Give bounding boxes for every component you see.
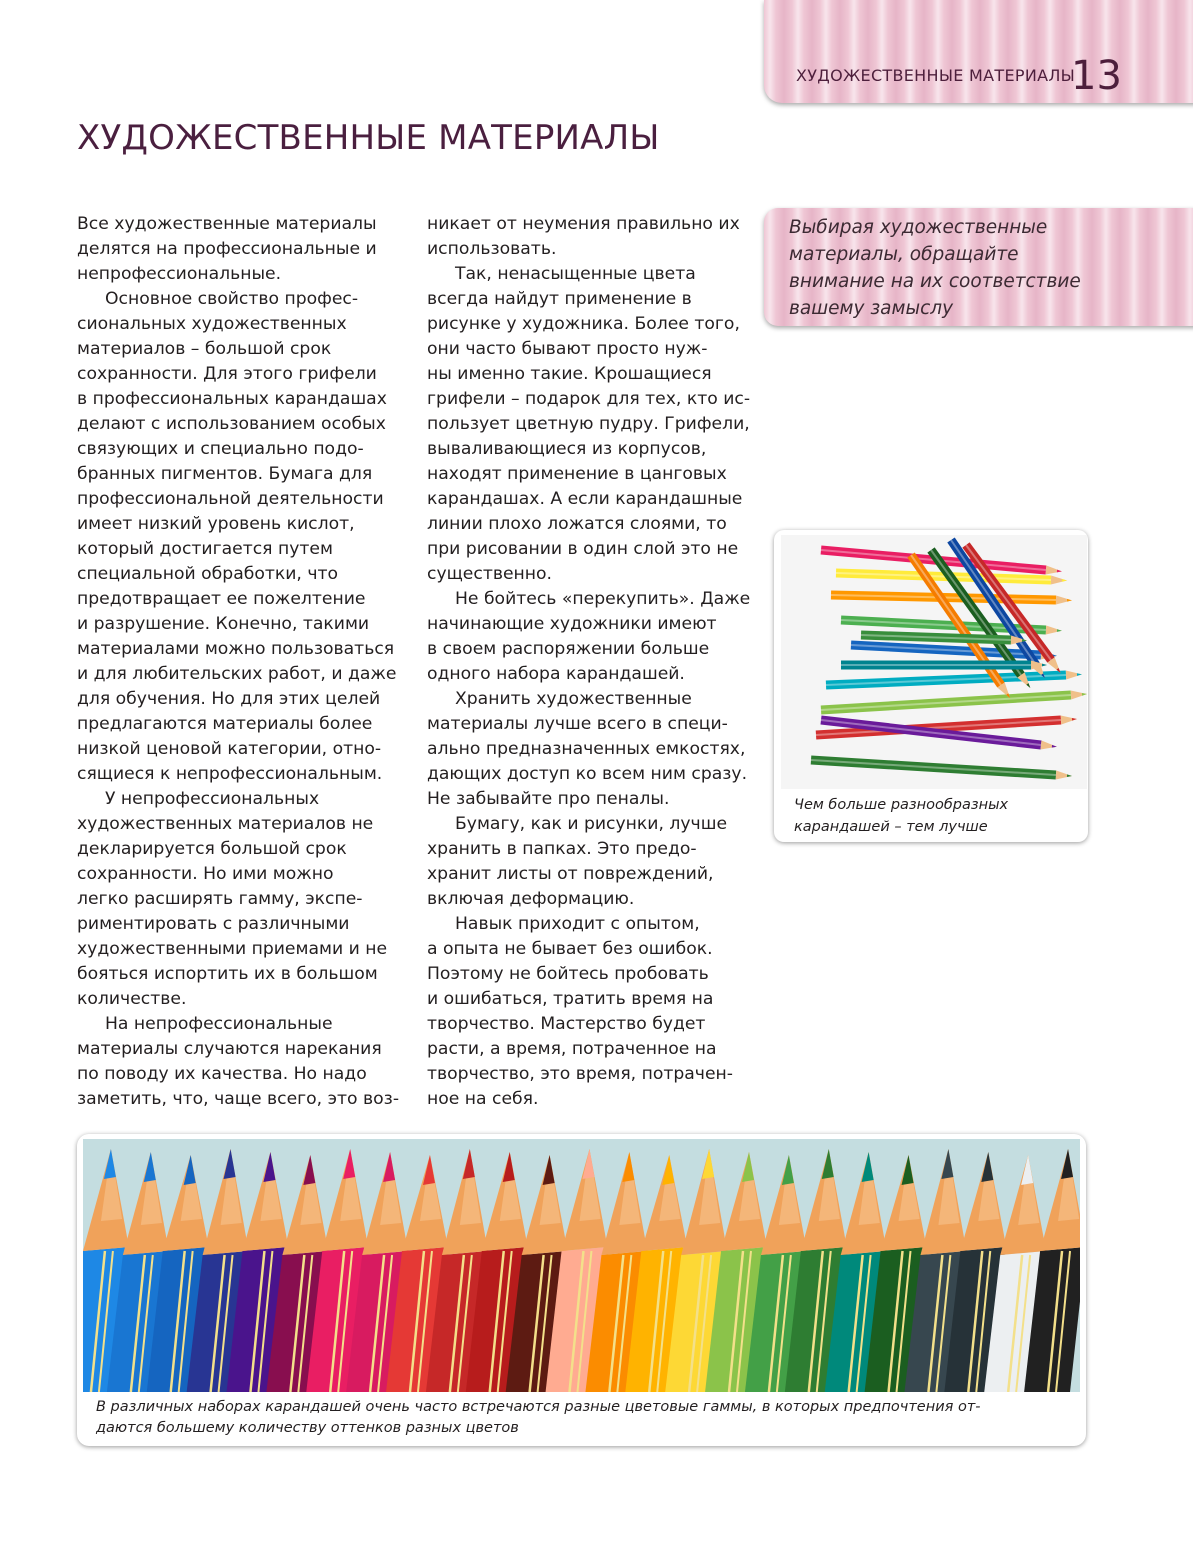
text-line: включая деформацию. <box>427 889 635 909</box>
text-line: ально предназначенных емкостях, <box>427 739 746 759</box>
text-line: предотвращает ее пожелтение <box>77 589 366 609</box>
text-line: Не забывайте про пеналы. <box>427 789 670 809</box>
text-line: Бумагу, как и рисунки, лучше <box>455 814 728 834</box>
text-line: Хранить художественные <box>455 689 692 709</box>
text-line: Все художественные материалы <box>77 214 377 234</box>
text-line: декларируется большой срок <box>77 839 347 859</box>
text-line: сиональных художественных <box>77 314 347 334</box>
text-line: творчество. Мастерство будет <box>427 1014 706 1034</box>
text-line: хранить в папках. Это предо- <box>427 839 697 859</box>
text-line: предлагаются материалы более <box>77 714 373 734</box>
caption-line: В различных наборах карандашей очень часто встречаются разные цветовые гаммы, в которых предпочтения от- <box>96 1399 981 1415</box>
text-line: материалов – большой срок <box>77 339 332 359</box>
tip-line: внимание на их соответствие <box>789 271 1081 292</box>
text-line: для обучения. Но для этих целей <box>77 689 381 709</box>
text-line: а опыта не бывает без ошибок. <box>427 939 713 959</box>
text-line: Так, ненасыщенные цвета <box>455 264 696 284</box>
text-line: они часто бывают просто нуж- <box>427 339 708 359</box>
text-line: и ошибаться, тратить время на <box>427 989 714 1009</box>
text-line: непрофессиональные. <box>77 264 282 284</box>
text-line: существенно. <box>427 564 553 584</box>
text-line: бранных пигментов. Бумага для <box>77 464 373 484</box>
text-line: риментировать с различными <box>77 914 350 934</box>
scattered-pencils-photo <box>781 535 1087 789</box>
text-line: заметить, что, чаще всего, это воз- <box>77 1089 400 1109</box>
text-line: и разрушение. Конечно, такими <box>77 614 370 634</box>
pencil-row-photo <box>83 1139 1080 1392</box>
text-line: дающих доступ ко всем ним сразу. <box>427 764 748 784</box>
text-line: бояться испортить их в большом <box>77 964 378 984</box>
text-line: материалы случаются нарекания <box>77 1039 382 1059</box>
page-number: 13 <box>1071 53 1122 99</box>
text-line: Поэтому не бойтесь пробовать <box>427 964 709 984</box>
text-line: никает от неумения правильно их <box>427 214 740 234</box>
text-line: У непрофессиональных <box>105 789 320 809</box>
text-line: одного набора карандашей. <box>427 664 685 684</box>
text-line: грифели – подарок для тех, кто ис- <box>427 389 751 409</box>
text-line: ное на себя. <box>427 1089 539 1109</box>
text-line: материалами можно пользоваться <box>77 639 395 659</box>
caption-line: Чем больше разнообразных <box>794 797 1009 813</box>
text-line: в своем распоряжении больше <box>427 639 710 659</box>
text-line: по поводу их качества. Но надо <box>77 1064 367 1084</box>
text-line: расти, а время, потраченное на <box>427 1039 717 1059</box>
text-line: делятся на профессиональные и <box>77 239 377 259</box>
text-line: рисунке у художника. Более того, <box>427 314 740 334</box>
text-line: Навык приходит с опытом, <box>455 914 700 934</box>
scattered-pencils-illustration <box>781 535 1087 789</box>
text-line: творчество, это время, потрачен- <box>427 1064 733 1084</box>
photo-caption <box>794 794 1074 838</box>
text-line: количестве. <box>77 989 187 1009</box>
text-line: связующих и специально подо- <box>77 439 364 459</box>
text-line: карандашах. А если карандашные <box>427 489 743 509</box>
text-line: На непрофессиональные <box>105 1014 333 1034</box>
text-column-2 <box>427 212 757 1112</box>
running-header: ХУДОЖЕСТВЕННЫЕ МАТЕРИАЛЫ <box>796 66 1076 85</box>
text-line: сящиеся к непрофессиональным. <box>77 764 383 784</box>
text-line: Основное свойство профес- <box>105 289 359 309</box>
text-line: хранит листы от повреждений, <box>427 864 714 884</box>
text-line: линии плохо ложатся слоями, то <box>427 514 727 534</box>
text-line: пользует цветную пудру. Грифели, <box>427 414 750 434</box>
wide-photo-caption <box>96 1397 1066 1439</box>
text-line: ны именно такие. Крошащиеся <box>427 364 712 384</box>
tip-line: материалы, обращайте <box>789 244 1019 265</box>
text-line: художественными приемами и не <box>77 939 388 959</box>
text-line: делают с использованием особых <box>77 414 386 434</box>
tip-text <box>789 214 1119 322</box>
text-line: имеет низкий уровень кислот, <box>77 514 355 534</box>
tip-line: Выбирая художественные <box>789 217 1048 238</box>
pencil-mark <box>841 661 1047 670</box>
text-line: и для любительских работ, и даже <box>77 664 397 684</box>
text-line: при рисовании в один слой это не <box>427 539 739 559</box>
text-line: сохранности. Но ими можно <box>77 864 334 884</box>
text-column-1 <box>77 212 407 1112</box>
text-line: находят применение в цанговых <box>427 464 727 484</box>
text-line: начинающие художники имеют <box>427 614 717 634</box>
text-line: Не бойтесь «перекупить». Даже <box>455 589 751 609</box>
tip-line: вашему замыслу <box>789 298 954 319</box>
text-line: низкой ценовой категории, отно- <box>77 739 382 759</box>
caption-line: даются большему количеству оттенков разных цветов <box>96 1420 519 1436</box>
text-line: профессиональной деятельности <box>77 489 384 509</box>
text-line: материалы лучше всего в специ- <box>427 714 728 734</box>
text-line: художественных материалов не <box>77 814 374 834</box>
text-line: в профессиональных карандашах <box>77 389 387 409</box>
page-title: ХУДОЖЕСТВЕННЫЕ МАТЕРИАЛЫ <box>77 118 660 158</box>
text-line: использовать. <box>427 239 557 259</box>
text-line: сохранности. Для этого грифели <box>77 364 377 384</box>
text-line: легко расширять гамму, экспе- <box>77 889 363 909</box>
text-line: который достигается путем <box>77 539 333 559</box>
text-line: вываливающиеся из корпусов, <box>427 439 707 459</box>
header-tab <box>764 0 1193 103</box>
pencil-row-illustration <box>83 1139 1080 1392</box>
text-line: специальной обработки, что <box>77 564 339 584</box>
text-line: всегда найдут применение в <box>427 289 692 309</box>
caption-line: карандашей – тем лучше <box>794 819 988 835</box>
